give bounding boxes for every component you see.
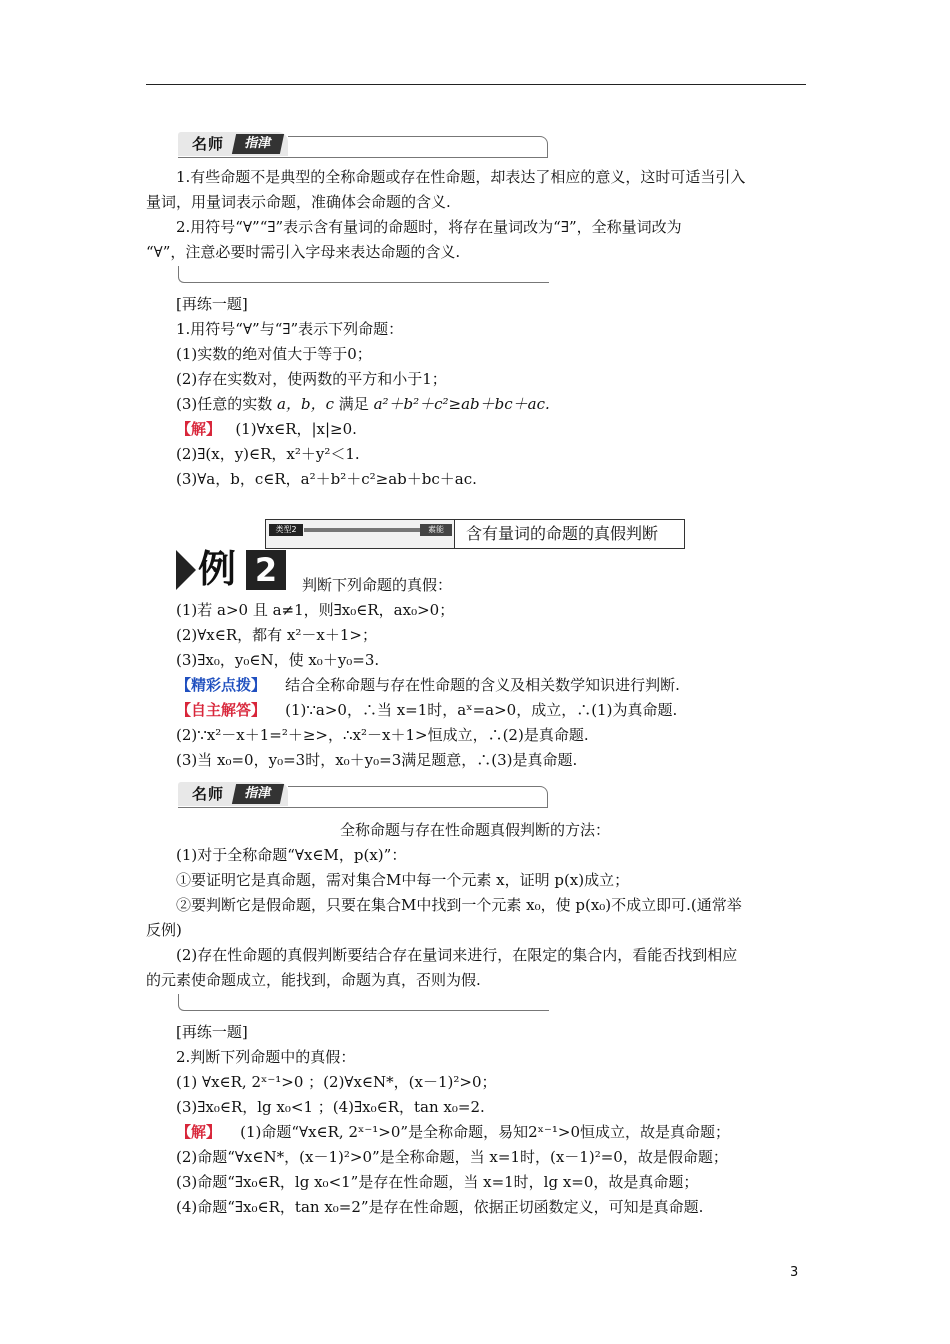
- practice1-q3-vars: a，b，c: [277, 395, 334, 413]
- practice1-heading: [再练一题]: [176, 295, 248, 313]
- practice2-a2: (2)命题“∀x∈N*，(x－1)²>0”是全称命题，当 x=1时，(x－1)²=0，故是假命题；: [176, 1148, 728, 1166]
- tip2-l2: ①要证明它是真命题，需对集合M中每一个元素 x，证明 p(x)成立；: [176, 871, 630, 889]
- tip1-p1a: 1.有些命题不是典型的全称命题或存在性命题，却表达了相应的意义，这时可适当引入: [176, 168, 746, 186]
- practice1-a3: (3)∀a，b，c∈R，a²＋b²＋c²≥ab＋bc＋ac.: [176, 470, 477, 488]
- example-number: 2: [246, 550, 286, 590]
- answer-1: (1)∵a>0，∴当 x=1时，aˣ=a>0，成立，∴(1)为真命题.: [285, 701, 678, 719]
- example-badge: [176, 548, 288, 592]
- type-title: 含有量词的命题的真假判断: [466, 524, 659, 543]
- practice2-a1: (1)命题“∀x∈R, 2ˣ⁻¹>0”是全称命题，易知2ˣ⁻¹>0恒成立，故是真命题；: [240, 1123, 731, 1141]
- type-tag: 类型2: [269, 524, 303, 536]
- example-answer: [176, 698, 806, 723]
- example-s1: (1)若 a>0 且 a≠1，则∃x₀∈R，ax₀>0；: [176, 601, 455, 619]
- tip-box-footer-2: [178, 994, 549, 1011]
- tip-box-footer-1: [178, 266, 549, 283]
- practice1-question: 1.用符号“∀”与“∃”表示下列命题：: [176, 320, 404, 338]
- tip2-l4b: 的元素使命题成立，能找到，命题为真，否则为假.: [146, 971, 481, 989]
- practice1-a2: (2)∃(x，y)∈R，x²＋y²＜1.: [176, 445, 360, 463]
- practice1-q3-formula: a²＋b²＋c²≥ab＋bc＋ac.: [373, 395, 550, 413]
- tip1-p1b: 量词，用量词表示命题，准确体会命题的含义.: [146, 193, 451, 211]
- hint-text: 结合全称命题与存在性命题的含义及相关数学知识进行判断.: [285, 676, 680, 694]
- page-number: 3: [790, 1265, 799, 1280]
- tip-badge-left: 名师: [192, 135, 225, 153]
- header-rule: [146, 84, 806, 85]
- tip2-l3a: ②要判断它是假命题，只要在集合M中找到一个元素 x₀，使 p(x₀)不成立即可.(通常举: [176, 896, 742, 914]
- tip-header-base: [178, 157, 548, 158]
- example-s2: (2)∀x∈R，都有 x²－x＋1>；: [176, 626, 377, 644]
- practice2-q2: (3)∃x₀∈R，lg x₀<1 ；(4)∃x₀∈R，tan x₀=2.: [176, 1098, 485, 1116]
- example-char: 例: [198, 547, 237, 591]
- type-bar-stripe: [304, 528, 420, 532]
- example-hint: [176, 673, 806, 698]
- tip2-title: 全称命题与存在性命题真假判断的方法：: [340, 821, 611, 839]
- tip-header-bar: [288, 136, 548, 157]
- tip-badge-2: [178, 782, 288, 806]
- tip-badge-right-2: 指津: [232, 784, 284, 804]
- practice2-a4: (4)命题“∃x₀∈R，tan x₀=2”是存在性命题，依据正切函数定义，可知是真命题.: [176, 1198, 704, 1216]
- tip2-l3b: 反例): [146, 921, 182, 939]
- practice1-q3: [176, 392, 806, 417]
- hint-label: 【精彩点拨】: [176, 676, 267, 694]
- tip-badge-left-2: 名师: [192, 785, 225, 803]
- example-arrow-icon: [176, 550, 196, 590]
- practice2-heading: [再练一题]: [176, 1023, 248, 1041]
- tip-box-header-2: [178, 782, 548, 808]
- practice1-q3-text: (3)任意的实数: [176, 395, 273, 413]
- solution-label-2: 【解】: [176, 1123, 222, 1141]
- practice1-solution-1: [176, 417, 806, 442]
- type-tag-right: 素能: [420, 524, 452, 536]
- answer-2: (2)∵x²－x＋1=²＋≥>，∴x²－x＋1>恒成立，∴(2)是真命题.: [176, 726, 589, 744]
- practice1-q3-mid: 满足: [338, 395, 369, 413]
- tip-badge: [178, 132, 288, 156]
- tip-header-bar-2: [288, 786, 548, 807]
- practice2-solution: [176, 1120, 806, 1145]
- answer-label: 【自主解答】: [176, 701, 267, 719]
- tip2-l4a: (2)存在性命题的真假判断要结合存在量词来进行，在限定的集合内，看能否找到相应: [176, 946, 738, 964]
- tip1-p2b: “∀”，注意必要时需引入字母来表达命题的含义.: [146, 243, 461, 261]
- tip-box-header-1: [178, 132, 548, 158]
- practice2-q1: (1) ∀x∈R, 2ˣ⁻¹>0 ；(2)∀x∈N*，(x－1)²>0；: [176, 1073, 497, 1091]
- tip-header-base-2: [178, 807, 548, 808]
- practice1-q1: (1)实数的绝对值大于等于0；: [176, 345, 372, 363]
- example-stem: 判断下列命题的真假：: [302, 576, 453, 594]
- practice1-q2: (2)存在实数对，使两数的平方和小于1；: [176, 370, 447, 388]
- practice1-a1: (1)∀x∈R，|x|≥0.: [235, 420, 357, 438]
- practice2-question: 2.判断下列命题中的真假：: [176, 1048, 356, 1066]
- tip2-l1: (1)对于全称命题“∀x∈M，p(x)”：: [176, 846, 407, 864]
- solution-label: 【解】: [176, 420, 222, 438]
- type-section-bar: [265, 519, 685, 549]
- tip1-p2a: 2.用符号“∀”“∃”表示含有量词的命题时，将存在量词改为“∃”，全称量词改为: [176, 218, 682, 236]
- type-bar-left: [266, 520, 455, 548]
- practice2-a3: (3)命题“∃x₀∈R，lg x₀<1”是存在性命题，当 x=1时，lg x=0，故是真命题；: [176, 1173, 699, 1191]
- example-s3: (3)∃x₀，y₀∈N，使 x₀＋y₀=3.: [176, 651, 380, 669]
- tip-badge-right: 指津: [232, 134, 284, 154]
- answer-3: (3)当 x₀=0，y₀=3时，x₀＋y₀=3满足题意，∴(3)是真命题.: [176, 751, 578, 769]
